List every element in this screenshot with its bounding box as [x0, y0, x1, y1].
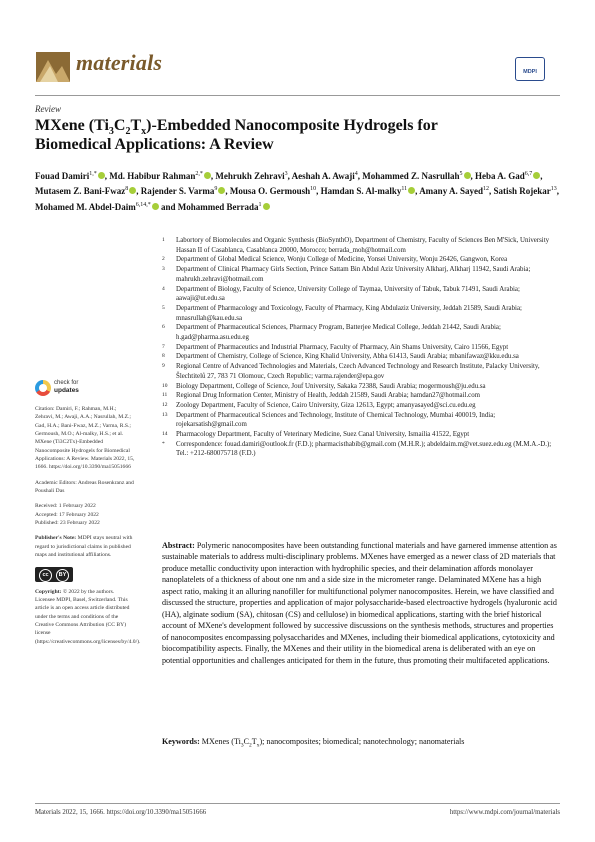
- orcid-icon[interactable]: [533, 172, 540, 179]
- orcid-icon[interactable]: [218, 187, 225, 194]
- check-for-updates-badge[interactable]: [35, 380, 95, 398]
- affiliation-number: 10: [162, 382, 168, 389]
- cc-by-license-badge[interactable]: [35, 567, 73, 582]
- affiliation-number: 2: [162, 256, 165, 263]
- received-date: Received: 1 February 2022: [35, 503, 96, 510]
- affiliation-text: Pharmacology Department, Faculty of Veterinary Medicine, Suez Canal University, Ismailia 41522, Egypt: [176, 431, 470, 439]
- affiliation-item: [162, 362, 562, 381]
- author[interactable]: Mohamed M. Abdel-Daim$^{6,14,*}$: [35, 202, 159, 212]
- check-updates-icon: [35, 380, 51, 396]
- affiliation-number: 9: [162, 363, 165, 370]
- affiliation-item: [162, 411, 562, 430]
- citation: Citation: Damiri, F.; Rahman, M.H.; Zehravi, M.; Awaji, A.A.; Nasrullah, M.Z.; Gad, H.A.; Bani-Fwaz, M.Z.; Varma, R.S.; Germoush, M.O.; Al-malky, H.S.; et al. MXene (Ti3C2Tx)-Embedded Nanocomposite Hydrogels for Biomedical Applications: A Review. Materials 2022, 15, 1666. https://doi.org/10.3390/ma15051666: [35, 406, 135, 471]
- by-icon: BY: [56, 569, 69, 582]
- affiliation-number: 6: [162, 324, 165, 331]
- affiliation-item: [162, 430, 562, 440]
- affiliation-item: [162, 304, 562, 323]
- affiliation-number: 7: [162, 343, 165, 350]
- publisher-note: Publisher's Note: MDPI stays neutral with regard to jurisdictional claims in published maps and institutional affiliations.: [35, 535, 133, 559]
- author[interactable]: Mehrukh Zehravi$^3$: [215, 171, 288, 181]
- affiliation-text: Biology Department, College of Science, Jouf University, Sakaka 72388, Saudi Arabia; mogermoush@ju.edu.sa: [176, 382, 486, 390]
- affiliation-item: [162, 323, 562, 342]
- article-type: Review: [35, 104, 61, 114]
- journal-name[interactable]: materials: [76, 50, 163, 75]
- mdpi-logo[interactable]: [515, 57, 545, 81]
- affiliation-number: 8: [162, 353, 165, 360]
- affiliation-text: Labortory of Biomolecules and Organic Synthesis (BioSynthO), Department of Chemistry, Faculty of Sciences Ben M'Sick, University Hassan II of Casablanca, Casablanca 20000, Morocco; berrada_moh@hotmail.com: [176, 237, 550, 254]
- affiliation-item: [162, 236, 562, 255]
- orcid-icon[interactable]: [464, 172, 471, 179]
- affiliation-text: Department of Biology, Faculty of Science, University College of Taymaa, University of Tabuk, Tabuk 71491, Saudi Arabia; aawaji@ut.edu.sa: [176, 285, 520, 303]
- author[interactable]: Mohammed Berrada$^1$: [178, 202, 270, 212]
- author[interactable]: Mohammed Z. Nasrullah$^5$: [362, 171, 470, 181]
- abstract: Abstract: Polymeric nanocomposites have been outstanding functional materials and have garnered immense attention as sustainable materials to address multi-disciplinary problems. MXenes have emerged as a newer class of 2D materials that produce metallic conductivity upon interaction with hydrophilic species, and their delamination affords monolayer nanoplatelets of a thickness of about one nm and a side size in the micrometer range. Delaminated MXene has a high aspect ratio, making it an alluring nanofiller for multifunctional polymer nanocomposites. Herein, we have classified and discussed the structure, properties and application of major polysaccharide-based electroactive hydrogels (hyaluronic acid (HA), alginate sodium (SA), chitosan (CS) and cellulose) in biomedical applications, starting with the brief historical account of MXene's development followed by successive discussions on the synthesis methods, structures and properties of nanocomposites encompassing polysaccharides and MXenes, including their biomedical applications, cytotoxicity and biocompatibility aspects. Finally, the MXenes and their utility in the biomedical arena is deliberated with an eye on potential opportunities and challenges anticipated for them in the future, thus promoting their multifaceted applications.: [162, 541, 557, 665]
- affiliation-number: 11: [162, 392, 168, 399]
- orcid-icon[interactable]: [408, 187, 415, 194]
- orcid-icon[interactable]: [204, 172, 211, 179]
- affiliation-number: 1: [162, 237, 165, 243]
- author[interactable]: Aeshah A. Awaji$^4$: [291, 171, 358, 181]
- affiliation-number: *: [162, 440, 165, 447]
- article-title: MXene $(Ti_3C_2T_x)$-Embedded Nanocomposite Hydrogels for Biomedical Applications: A Review: [35, 117, 438, 153]
- affiliation-text: Department of Pharmaceutics and Industrial Pharmacy, Faculty of Pharmacy, Ain Shams University, Cairo 11566, Egypt: [176, 343, 509, 351]
- copyright: Copyright: © 2022 by the authors. Licensee MDPI, Basel, Switzerland. This article is an open access article distributed under the terms and conditions of the Creative Commons Attribution (CC BY) license (https://creativecommons.org/licenses/by/4.0/).: [35, 588, 141, 645]
- orcid-icon[interactable]: [98, 172, 105, 179]
- orcid-icon[interactable]: [129, 187, 136, 194]
- affiliation-text: Zoology Department, Faculty of Science, Cairo University, Giza 12613, Egypt; amanyasayed@sci.cu.edu.eg: [176, 401, 476, 409]
- orcid-icon[interactable]: [263, 203, 270, 210]
- affiliation-number: 13: [162, 411, 168, 418]
- cc-icon: cc: [39, 569, 52, 582]
- affiliation-text: Department of Pharmaceutical Sciences, Pharmacy Program, Batterjee Medical College, Jeddah 21442, Saudi Arabia; h.gad@pharma.asu.edu.eg: [176, 324, 501, 342]
- author[interactable]: Heba A. Gad$^{6,7}$: [475, 171, 540, 181]
- author[interactable]: Md. Habibur Rahman$^{2,*}$: [109, 171, 211, 181]
- affiliation-text: Department of Pharmacology and Toxicology, Faculty of Pharmacy, King Abdulaziz University, Jeddah 21589, Saudi Arabia; mnasrullah@kau.edu.sa: [176, 304, 522, 322]
- affiliation-text: Regional Drug Information Center, Ministry of Health, Jeddah 21589, Saudi Arabia; hamdan27@hotmail.com: [176, 392, 481, 400]
- affiliation-item: [162, 265, 562, 284]
- accepted-date: Accepted: 17 February 2022: [35, 511, 99, 518]
- affiliation-text: Regional Centre of Advanced Technologies and Materials, Czech Advanced Technology and Research Institute, Palacky University, Šlechtitelů 27, 783 71 Olomouc, Czech Republic; varma.rajender@epa.gov: [176, 363, 540, 380]
- materials-journal-logo-icon: [36, 52, 70, 82]
- published-date: Published: 23 February 2022: [35, 520, 100, 527]
- affiliation-item: [162, 343, 562, 353]
- header-divider: [35, 95, 560, 96]
- affiliation-number: 14: [162, 431, 168, 438]
- affiliation-item: [162, 391, 562, 401]
- affiliation-text: Department of Pharmaceutical Sciences and Technology, Institute of Chemical Technology, Mumbai 400019, India; rojekarsatish@gmail.com: [176, 411, 496, 429]
- affiliation-text: Correspondence: fouad.damiri@outlook.fr (F.D.); pharmacisthabib@gmail.com (M.H.R.); abdeldaim.m@vet.suez.edu.eg (M.M.A.-D.); Tel.: +212-680075718 (F.D.): [176, 440, 552, 458]
- affiliation-text: Department of Global Medical Science, Wonju College of Medicine, Yonsei University, Wonju 26426, Gangwon, Korea: [176, 256, 508, 264]
- affiliation-item: [162, 285, 562, 304]
- affiliation-number: 3: [162, 266, 165, 273]
- author[interactable]: Amany A. Sayed$^{12}$: [419, 186, 489, 197]
- author-list: Fouad Damiri$^{1,*}$ , Md. Habibur Rahman$^{2,*}$ , Mehrukh Zehravi$^3$, Aeshah A. Awaji$^4$, Mohammed Z. Nasrullah$^5$ , Heba A. Gad$^{6,7}$ , Mutasem Z. Bani-Fwaz$^8$ , Rajender S. Varma$^9$ , Mousa O. Germoush$^{10}$, Hamdan S. Al-malky$^{11}$ , Amany A. Sayed$^{12}$, Satish Rojekar$^{13}$, Mohamed M. Abdel-Daim$^{6,14,*}$ and Mohammed Berrada$^1$: [35, 171, 559, 212]
- keywords: Keywords: MXenes $(Ti_3C_2T_x)$; nanocomposites; biomedical; nanotechnology; nanomaterials: [162, 737, 465, 749]
- affiliation-number: 4: [162, 285, 165, 292]
- affiliation-number: 5: [162, 304, 165, 311]
- affiliation-number: 12: [162, 401, 168, 408]
- affiliation-list: [162, 236, 562, 459]
- mdpi-logo-text: MDPI: [523, 69, 537, 75]
- affiliation-item: [162, 401, 562, 411]
- author[interactable]: Hamdan S. Al-malky$^{11}$: [321, 186, 416, 196]
- orcid-icon[interactable]: [152, 203, 159, 210]
- affiliation-text: Department of Clinical Pharmacy Girls Section, Prince Sattam Bin Abdul Aziz University Alkharj, Alkharj 11942, Saudi Arabia; mahrukh.zehravi@hotmail.com: [176, 266, 531, 283]
- footer-divider: [35, 803, 560, 804]
- author[interactable]: Mousa O. Germoush$^{10}$: [229, 186, 317, 197]
- footer-journal-url[interactable]: https://www.mdpi.com/journal/materials: [449, 809, 560, 816]
- affiliation-text: Department of Chemistry, College of Science, King Khalid University, Abha 61413, Saudi Arabia; mbanifawaz@kku.edu.sa: [176, 353, 519, 361]
- article-info-sidebar: [35, 405, 141, 653]
- academic-editors: Academic Editors: Andreas Rosenkranz and Poushali Das: [35, 479, 134, 495]
- author[interactable]: Rajender S. Varma$^9$: [141, 186, 226, 196]
- footer-citation[interactable]: Materials 2022, 15, 1666. https://doi.org/10.3390/ma15051666: [35, 809, 207, 816]
- affiliation-item: [162, 382, 562, 392]
- author[interactable]: Satish Rojekar$^{13}$: [493, 186, 557, 197]
- affiliation-item: [162, 255, 562, 265]
- affiliation-item: [162, 352, 562, 362]
- author[interactable]: Mutasem Z. Bani-Fwaz$^8$: [35, 186, 136, 196]
- author[interactable]: Fouad Damiri$^{1,*}$: [35, 171, 105, 181]
- check-updates-text: check for updates: [54, 380, 79, 394]
- affiliation-item: [162, 440, 562, 459]
